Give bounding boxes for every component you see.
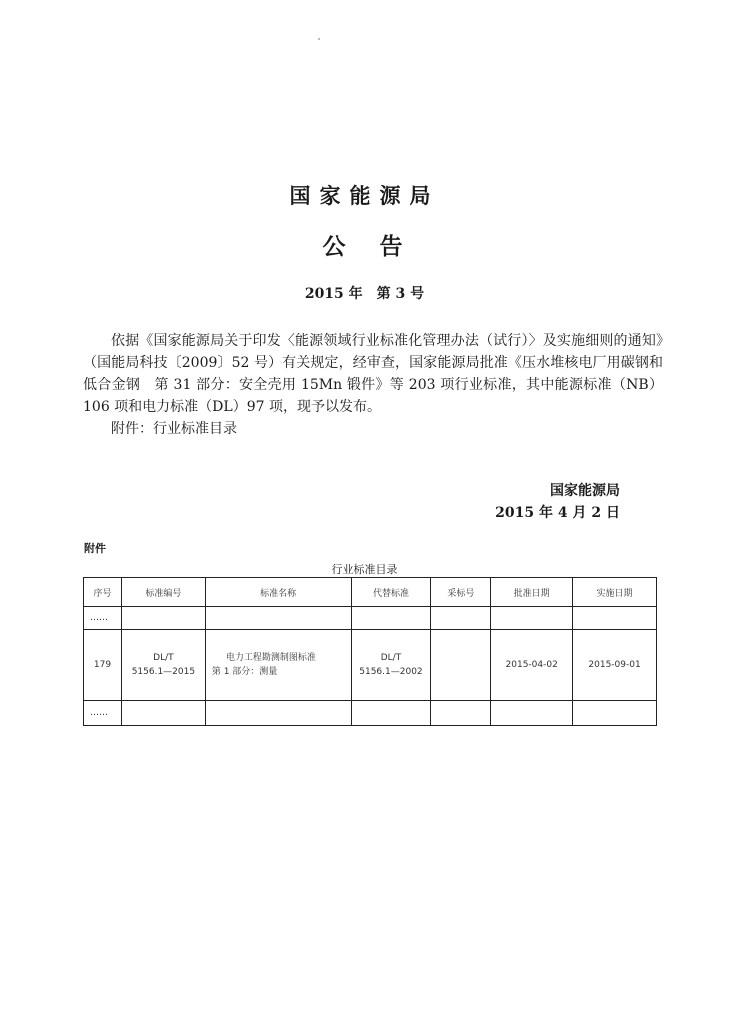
cell-name-line2: 第 1 部分：测量	[211, 667, 278, 677]
attachment-line: 附件：行业标准目录	[111, 421, 237, 437]
cell-no: 179	[84, 630, 122, 701]
standards-table	[83, 577, 657, 726]
scan-speck	[318, 38, 320, 40]
col-header-effective: 实施日期	[573, 578, 657, 607]
notice-number: 2015 年 第 3 号	[304, 286, 425, 302]
col-header-name: 标准名称	[205, 578, 351, 607]
cell-code-line2: 5156.1—2015	[131, 667, 196, 677]
notice-type: 公告	[322, 234, 437, 260]
ellipsis-cell: ……	[84, 607, 122, 630]
ellipsis-cell-end: ……	[84, 701, 122, 726]
col-header-adopt: 采标号	[431, 578, 491, 607]
col-header-replace: 代替标准	[351, 578, 431, 607]
issuer-heading: 国家能源局	[289, 184, 440, 208]
table-row-ellipsis	[84, 607, 657, 630]
attachment-label: 附件	[84, 542, 106, 555]
cell-replace-line2: 5156.1—2002	[359, 667, 423, 677]
table-row	[84, 630, 657, 701]
cell-code	[121, 630, 205, 701]
cell-approve-date: 2015-04-02	[491, 630, 573, 701]
cell-replace-line1: DL/T	[380, 653, 402, 663]
table-title: 行业标准目录	[331, 563, 398, 576]
cell-adopt	[431, 630, 491, 701]
cell-name-line1: 电力工程勘测制图标准	[225, 653, 316, 663]
signature-issuer: 国家能源局	[550, 483, 620, 499]
cell-effective-date: 2015-09-01	[573, 630, 657, 701]
notice-body	[83, 330, 663, 440]
col-header-code: 标准编号	[121, 578, 205, 607]
cell-name	[205, 630, 351, 701]
col-header-no: 序号	[84, 578, 122, 607]
table-header-row	[84, 578, 657, 607]
table-row-ellipsis-end	[84, 701, 657, 726]
cell-code-line1: DL/T	[153, 653, 174, 663]
col-header-approve: 批准日期	[491, 578, 573, 607]
body-paragraph: 依据《国家能源局关于印发〈能源领域行业标准化管理办法（试行）〉及实施细则的通知》（国能局科技〔2009〕52 号）有关规定，经审查，国家能源局批准《压水堆核电厂用碳钢和低合金钢 第 31 部分：安全壳用 15Mn 锻件》等 203 项行业标准，其中能源标准（NB）106 项和电力标准（DL）97 项，现予以发布。	[83, 333, 663, 415]
cell-replace	[351, 630, 431, 701]
signature-date: 2015 年 4 月 2 日	[495, 505, 620, 521]
